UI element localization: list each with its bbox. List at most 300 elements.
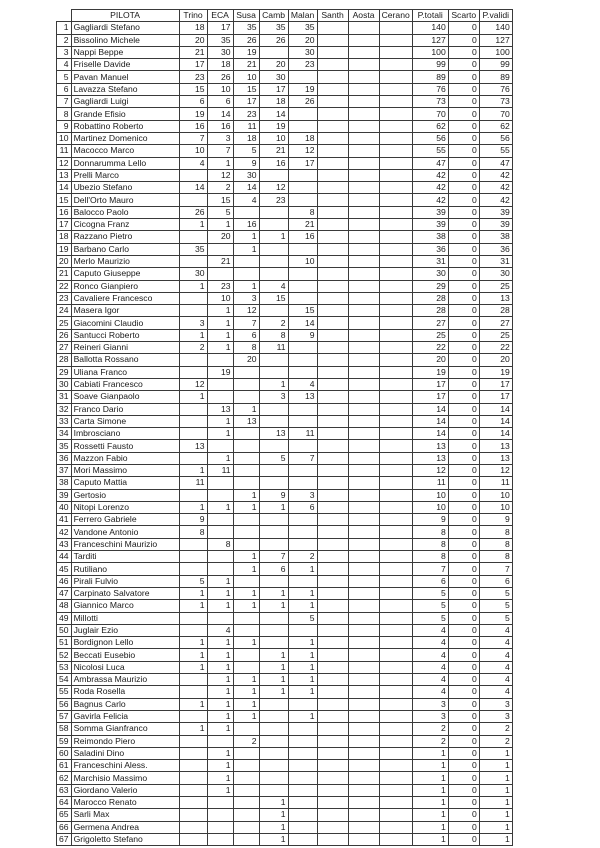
aosta-cell	[348, 194, 379, 206]
trino-cell: 1	[179, 391, 207, 403]
eca-cell: 1	[207, 305, 233, 317]
position-cell: 15	[57, 194, 72, 206]
santh-cell	[317, 22, 348, 34]
pilot-name-cell: Reimondo Piero	[71, 735, 179, 747]
camb-cell	[259, 723, 288, 735]
points-total-cell: 1	[412, 809, 448, 821]
susa-cell: 1	[233, 686, 259, 698]
pilot-name-cell: Gagliardi Luigi	[71, 96, 179, 108]
aosta-cell	[348, 255, 379, 267]
discard-cell: 0	[448, 34, 479, 46]
aosta-cell	[348, 243, 379, 255]
discard-cell: 0	[448, 821, 479, 833]
aosta-cell	[348, 723, 379, 735]
position-cell: 48	[57, 600, 72, 612]
cerano-cell	[379, 83, 412, 95]
aosta-cell	[348, 747, 379, 759]
discard-cell: 0	[448, 243, 479, 255]
susa-cell: 14	[233, 182, 259, 194]
eca-cell: 4	[207, 624, 233, 636]
points-total-cell: 73	[412, 96, 448, 108]
susa-cell: 1	[233, 403, 259, 415]
susa-cell	[233, 391, 259, 403]
eca-cell: 1	[207, 772, 233, 784]
camb-cell: 1	[259, 686, 288, 698]
discard-cell: 0	[448, 96, 479, 108]
pilot-name-cell: Rutiliano	[71, 563, 179, 575]
cerano-cell	[379, 833, 412, 845]
malan-cell: 26	[288, 96, 317, 108]
trino-cell	[179, 305, 207, 317]
cerano-cell	[379, 624, 412, 636]
discard-cell: 0	[448, 83, 479, 95]
aosta-cell	[348, 34, 379, 46]
susa-cell	[233, 821, 259, 833]
malan-cell: 16	[288, 231, 317, 243]
position-cell: 32	[57, 403, 72, 415]
table-row	[57, 59, 513, 71]
trino-cell	[179, 489, 207, 501]
pilot-name-cell: Gertosio	[71, 489, 179, 501]
table-row	[57, 219, 513, 231]
points-valid-cell: 13	[479, 292, 512, 304]
trino-cell: 10	[179, 145, 207, 157]
cerano-cell	[379, 120, 412, 132]
eca-cell: 19	[207, 366, 233, 378]
points-total-cell: 42	[412, 182, 448, 194]
table-row	[57, 551, 513, 563]
points-valid-cell: 62	[479, 120, 512, 132]
eca-cell	[207, 735, 233, 747]
points-valid-cell: 5	[479, 600, 512, 612]
aosta-cell	[348, 833, 379, 845]
eca-cell: 1	[207, 587, 233, 599]
eca-cell: 1	[207, 747, 233, 759]
table-row	[57, 489, 513, 501]
trino-cell	[179, 797, 207, 809]
pilot-name-cell: Tarditi	[71, 551, 179, 563]
camb-cell	[259, 772, 288, 784]
camb-cell	[259, 403, 288, 415]
pilot-name-cell: Martinez Domenico	[71, 132, 179, 144]
malan-cell: 4	[288, 378, 317, 390]
malan-cell: 7	[288, 452, 317, 464]
camb-cell: 1	[259, 587, 288, 599]
pilot-name-cell: Nitopi Lorenzo	[71, 501, 179, 513]
malan-cell	[288, 366, 317, 378]
discard-cell: 0	[448, 120, 479, 132]
camb-cell	[259, 612, 288, 624]
camb-cell: 2	[259, 317, 288, 329]
discard-cell: 0	[448, 551, 479, 563]
cerano-cell	[379, 280, 412, 292]
malan-cell: 17	[288, 157, 317, 169]
cerano-cell	[379, 415, 412, 427]
cerano-cell	[379, 428, 412, 440]
cerano-cell	[379, 772, 412, 784]
trino-cell: 13	[179, 440, 207, 452]
points-valid-cell: 4	[479, 661, 512, 673]
trino-cell	[179, 833, 207, 845]
discard-cell: 0	[448, 587, 479, 599]
cerano-cell	[379, 489, 412, 501]
pilot-name-cell: Friselle Davide	[71, 59, 179, 71]
table-row	[57, 255, 513, 267]
aosta-cell	[348, 809, 379, 821]
points-total-cell: 13	[412, 440, 448, 452]
malan-cell	[288, 624, 317, 636]
points-total-cell: 20	[412, 354, 448, 366]
malan-cell	[288, 440, 317, 452]
susa-cell: 1	[233, 600, 259, 612]
points-total-cell: 12	[412, 464, 448, 476]
discard-cell: 0	[448, 514, 479, 526]
trino-cell: 1	[179, 280, 207, 292]
trino-cell	[179, 710, 207, 722]
points-total-cell: 3	[412, 698, 448, 710]
header-row	[57, 10, 513, 22]
malan-cell	[288, 723, 317, 735]
cerano-cell	[379, 391, 412, 403]
points-total-cell: 8	[412, 526, 448, 538]
susa-cell	[233, 760, 259, 772]
table-row	[57, 600, 513, 612]
susa-cell	[233, 575, 259, 587]
malan-cell	[288, 194, 317, 206]
camb-cell: 19	[259, 120, 288, 132]
santh-cell	[317, 231, 348, 243]
pilot-name-cell: Sarli Max	[71, 809, 179, 821]
points-valid-cell: 39	[479, 219, 512, 231]
susa-cell: 7	[233, 317, 259, 329]
malan-cell: 8	[288, 206, 317, 218]
position-cell: 13	[57, 169, 72, 181]
points-total-cell: 4	[412, 637, 448, 649]
points-total-cell: 1	[412, 747, 448, 759]
susa-cell	[233, 612, 259, 624]
points-total-cell: 70	[412, 108, 448, 120]
eca-cell: 1	[207, 784, 233, 796]
aosta-cell	[348, 280, 379, 292]
cerano-cell	[379, 797, 412, 809]
table-row	[57, 268, 513, 280]
cerano-cell	[379, 514, 412, 526]
points-valid-cell: 9	[479, 514, 512, 526]
aosta-cell	[348, 342, 379, 354]
trino-cell	[179, 686, 207, 698]
pilot-name-cell: Lavazza Stefano	[71, 83, 179, 95]
header-aosta: Aosta	[348, 10, 379, 22]
trino-cell	[179, 674, 207, 686]
cerano-cell	[379, 587, 412, 599]
santh-cell	[317, 157, 348, 169]
points-valid-cell: 11	[479, 477, 512, 489]
malan-cell: 30	[288, 46, 317, 58]
santh-cell	[317, 132, 348, 144]
position-cell: 10	[57, 132, 72, 144]
points-total-cell: 17	[412, 391, 448, 403]
position-cell: 24	[57, 305, 72, 317]
header-p-validi: P.validi	[479, 10, 512, 22]
eca-cell: 1	[207, 157, 233, 169]
points-valid-cell: 2	[479, 723, 512, 735]
trino-cell: 1	[179, 464, 207, 476]
cerano-cell	[379, 378, 412, 390]
trino-cell: 16	[179, 120, 207, 132]
pilot-name-cell: Millotti	[71, 612, 179, 624]
susa-cell	[233, 366, 259, 378]
camb-cell: 16	[259, 157, 288, 169]
discard-cell: 0	[448, 649, 479, 661]
aosta-cell	[348, 440, 379, 452]
eca-cell: 23	[207, 280, 233, 292]
susa-cell	[233, 784, 259, 796]
cerano-cell	[379, 698, 412, 710]
discard-cell: 0	[448, 784, 479, 796]
cerano-cell	[379, 194, 412, 206]
susa-cell: 18	[233, 132, 259, 144]
pilot-name-cell: Ubezio Stefano	[71, 182, 179, 194]
table-row	[57, 514, 513, 526]
points-total-cell: 10	[412, 501, 448, 513]
trino-cell: 12	[179, 378, 207, 390]
aosta-cell	[348, 575, 379, 587]
camb-cell	[259, 575, 288, 587]
points-valid-cell: 2	[479, 735, 512, 747]
position-cell: 65	[57, 809, 72, 821]
points-valid-cell: 17	[479, 378, 512, 390]
trino-cell: 3	[179, 317, 207, 329]
santh-cell	[317, 206, 348, 218]
points-valid-cell: 42	[479, 194, 512, 206]
points-valid-cell: 1	[479, 821, 512, 833]
cerano-cell	[379, 22, 412, 34]
trino-cell	[179, 292, 207, 304]
santh-cell	[317, 366, 348, 378]
discard-cell: 0	[448, 354, 479, 366]
camb-cell	[259, 784, 288, 796]
table-row	[57, 231, 513, 243]
eca-cell	[207, 526, 233, 538]
cerano-cell	[379, 784, 412, 796]
santh-cell	[317, 821, 348, 833]
table-row	[57, 71, 513, 83]
camb-cell	[259, 255, 288, 267]
camb-cell	[259, 415, 288, 427]
cerano-cell	[379, 403, 412, 415]
santh-cell	[317, 624, 348, 636]
eca-cell	[207, 440, 233, 452]
trino-cell: 23	[179, 71, 207, 83]
position-cell: 1	[57, 22, 72, 34]
susa-cell: 11	[233, 120, 259, 132]
table-row	[57, 440, 513, 452]
malan-cell	[288, 415, 317, 427]
aosta-cell	[348, 710, 379, 722]
camb-cell: 7	[259, 551, 288, 563]
aosta-cell	[348, 501, 379, 513]
malan-cell: 19	[288, 83, 317, 95]
discard-cell: 0	[448, 797, 479, 809]
trino-cell: 1	[179, 219, 207, 231]
table-row	[57, 477, 513, 489]
trino-cell: 4	[179, 157, 207, 169]
malan-cell: 35	[288, 22, 317, 34]
cerano-cell	[379, 686, 412, 698]
santh-cell	[317, 772, 348, 784]
pilot-name-cell: Pirali Fulvio	[71, 575, 179, 587]
discard-cell: 0	[448, 391, 479, 403]
eca-cell	[207, 797, 233, 809]
pilot-name-cell: Macocco Marco	[71, 145, 179, 157]
pilot-name-cell: Gagliardi Stefano	[71, 22, 179, 34]
points-total-cell: 47	[412, 157, 448, 169]
pilot-name-cell: Balocco Paolo	[71, 206, 179, 218]
susa-cell: 1	[233, 674, 259, 686]
malan-cell: 1	[288, 587, 317, 599]
header-susa: Susa	[233, 10, 259, 22]
points-total-cell: 2	[412, 735, 448, 747]
points-valid-cell: 5	[479, 612, 512, 624]
eca-cell	[207, 563, 233, 575]
position-cell: 18	[57, 231, 72, 243]
camb-cell: 12	[259, 182, 288, 194]
eca-cell	[207, 833, 233, 845]
susa-cell: 15	[233, 83, 259, 95]
eca-cell: 1	[207, 329, 233, 341]
discard-cell: 0	[448, 317, 479, 329]
trino-cell: 30	[179, 268, 207, 280]
santh-cell	[317, 809, 348, 821]
aosta-cell	[348, 797, 379, 809]
points-valid-cell: 73	[479, 96, 512, 108]
aosta-cell	[348, 624, 379, 636]
position-cell: 49	[57, 612, 72, 624]
santh-cell	[317, 797, 348, 809]
position-cell: 23	[57, 292, 72, 304]
trino-cell: 6	[179, 96, 207, 108]
trino-cell	[179, 760, 207, 772]
position-cell: 26	[57, 329, 72, 341]
cerano-cell	[379, 305, 412, 317]
pilot-name-cell: Grigoletto Stefano	[71, 833, 179, 845]
aosta-cell	[348, 219, 379, 231]
santh-cell	[317, 219, 348, 231]
aosta-cell	[348, 108, 379, 120]
table-row	[57, 661, 513, 673]
eca-cell: 1	[207, 686, 233, 698]
eca-cell: 8	[207, 538, 233, 550]
camb-cell: 1	[259, 797, 288, 809]
camb-cell: 1	[259, 674, 288, 686]
points-valid-cell: 14	[479, 415, 512, 427]
camb-cell: 1	[259, 833, 288, 845]
points-valid-cell: 27	[479, 317, 512, 329]
discard-cell: 0	[448, 231, 479, 243]
discard-cell: 0	[448, 723, 479, 735]
eca-cell	[207, 378, 233, 390]
points-valid-cell: 4	[479, 686, 512, 698]
trino-cell: 21	[179, 46, 207, 58]
eca-cell: 1	[207, 317, 233, 329]
malan-cell	[288, 464, 317, 476]
points-total-cell: 4	[412, 661, 448, 673]
cerano-cell	[379, 329, 412, 341]
santh-cell	[317, 723, 348, 735]
eca-cell: 1	[207, 428, 233, 440]
points-total-cell: 2	[412, 723, 448, 735]
pilot-name-cell: Cabiati Francesco	[71, 378, 179, 390]
table-row	[57, 686, 513, 698]
table-row	[57, 403, 513, 415]
malan-cell: 21	[288, 219, 317, 231]
aosta-cell	[348, 231, 379, 243]
eca-cell	[207, 514, 233, 526]
position-cell: 14	[57, 182, 72, 194]
table-row	[57, 735, 513, 747]
aosta-cell	[348, 538, 379, 550]
aosta-cell	[348, 772, 379, 784]
points-valid-cell: 25	[479, 280, 512, 292]
cerano-cell	[379, 747, 412, 759]
malan-cell	[288, 342, 317, 354]
discard-cell: 0	[448, 132, 479, 144]
position-cell: 59	[57, 735, 72, 747]
pilot-name-cell: Masera Igor	[71, 305, 179, 317]
discard-cell: 0	[448, 22, 479, 34]
aosta-cell	[348, 182, 379, 194]
discard-cell: 0	[448, 686, 479, 698]
discard-cell: 0	[448, 489, 479, 501]
points-total-cell: 5	[412, 612, 448, 624]
points-total-cell: 30	[412, 268, 448, 280]
trino-cell	[179, 563, 207, 575]
camb-cell	[259, 219, 288, 231]
malan-cell	[288, 784, 317, 796]
points-total-cell: 99	[412, 59, 448, 71]
susa-cell: 1	[233, 489, 259, 501]
susa-cell: 1	[233, 698, 259, 710]
trino-cell: 35	[179, 243, 207, 255]
trino-cell	[179, 735, 207, 747]
position-cell: 27	[57, 342, 72, 354]
camb-cell: 26	[259, 34, 288, 46]
eca-cell: 1	[207, 710, 233, 722]
discard-cell: 0	[448, 710, 479, 722]
points-valid-cell: 12	[479, 464, 512, 476]
eca-cell: 11	[207, 464, 233, 476]
santh-cell	[317, 760, 348, 772]
table-row	[57, 391, 513, 403]
points-total-cell: 22	[412, 342, 448, 354]
aosta-cell	[348, 378, 379, 390]
table-row	[57, 428, 513, 440]
table-row	[57, 243, 513, 255]
pilot-name-cell: Nicolosi Luca	[71, 661, 179, 673]
points-valid-cell: 10	[479, 489, 512, 501]
cerano-cell	[379, 145, 412, 157]
camb-cell: 30	[259, 71, 288, 83]
table-row	[57, 329, 513, 341]
malan-cell: 13	[288, 391, 317, 403]
points-total-cell: 89	[412, 71, 448, 83]
discard-cell: 0	[448, 624, 479, 636]
camb-cell	[259, 538, 288, 550]
eca-cell	[207, 821, 233, 833]
position-cell: 8	[57, 108, 72, 120]
trino-cell: 8	[179, 526, 207, 538]
aosta-cell	[348, 428, 379, 440]
